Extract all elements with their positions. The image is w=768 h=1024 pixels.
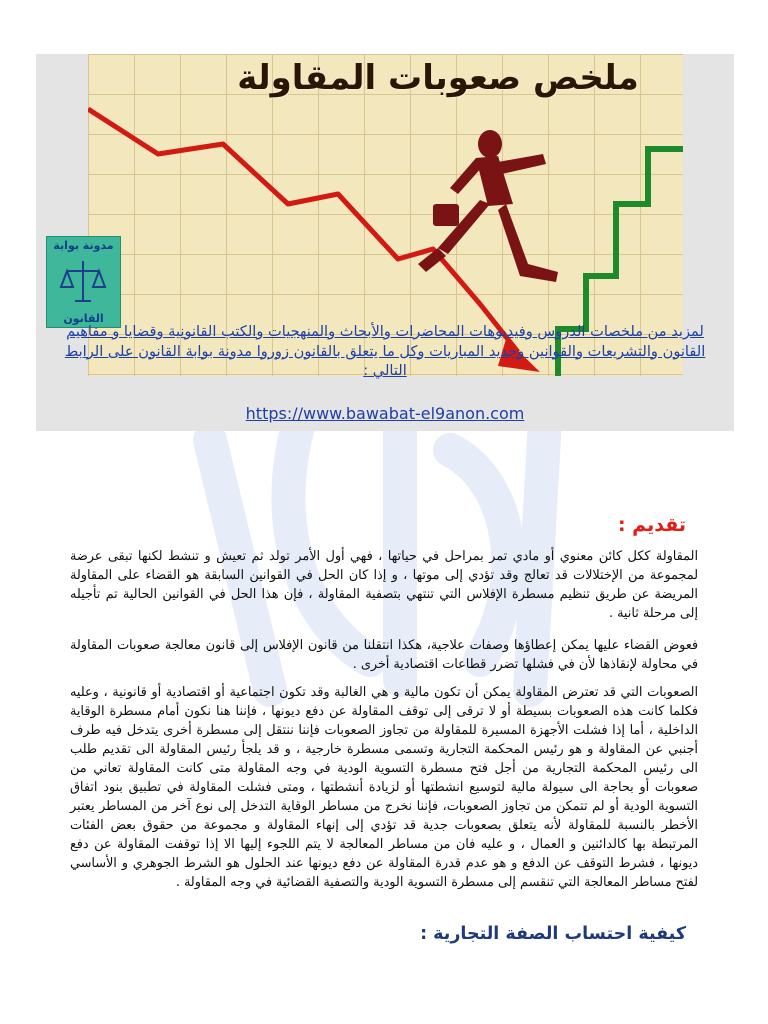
running-businessman-icon <box>418 130 558 282</box>
paragraph-3: الصعوبات التي قد تعترض المقاولة يمكن أن تكون مالية و هي الغالبة وقد تكون اجتماعية أو اقتصادية أو قانونية ، وعليه فكلما كانت هذه الصعوبات بسيطة أو لا ترقى إلى توقف المقاولة عن دفع ديونها ، فإننا هنا نكون أمام مسطرة الوقاية الداخلية ، أما إذا فشلت الأجهزة المسيرة للمقاولة من تجاوز الصعوبات فإننا ننتقل إلى مسطرة أخرى يتدخل فيه طرف أجنبي عن المقاولة و هو رئيس المحكمة التجارية وتسمى مسطرة خارجية ، و قد يلجأ رئيس المقاولة الى تقديم طلب الى رئيس المحكمة التجارية من أجل فتح مسطرة التسوية الودية في وجه المقاولة متى كانت المقاولة تعاني من صعوبات أو بحاجة الى سيولة مالية لتوسيع انشطتها أو لزيادة أنشطتها ، ومتى فشلت المقاولة في تطبيق بنود اتفاق التسوية الودية أو لم تتمكن من تجاوز الصعوبات، فإننا نخرج من مساطر الوقاية التدخل إلى نوع آخر من المساطر يعتبر الأخطر بالنسبة للمقاولة لأنه يتعلق بصعوبات جدية قد تؤدي إلى إنهاء المقاولة و مجموعة من حقوق بعض الفئات المرتبطة بها كالدائنين و العمال ، و عليه فان من مساطر المعالجة لا يتم اللجوء إليها الا إذا توقفت المقاولة عن دفع ديونها ، فشرط التوقف عن الدفع و هو عدم قدرة المقاولة عن دفع ديونها عند الحلول هو الشرط الجوهري و الأساسي لفتح مساطر المعالجة التي تنقسم إلى مسطرة التسوية الودية والتصفية القضائية في وجه المقاولة . <box>70 685 698 890</box>
hero-title: ملخص صعوبات المقاولة <box>237 58 639 98</box>
logo-text-bottom: القانون <box>63 312 104 325</box>
logo-text-top: مدونة بوابة <box>53 239 114 252</box>
website-link[interactable]: https://www.bawabat-el9anon.com <box>245 404 525 423</box>
paragraph-1: المقاولة ككل كائن معنوي أو مادي تمر بمراحل في حياتها ، فهي أول الأمر تولد ثم تعيش و تنشط لكنها تبقى عرضة لمجموعة من الإختلالات قد تعالج وقد تؤدي إلى موتها ، و إذا كان الحل في القوانين السابقة هو القضاء على المقاولة المريضة عن طريق تنظيم مسطرة الإفلاس التي تنتهي بتصفية المقاولة ، فإن هذا الحل في القوانين الحالية تم تأجيله إلى مرحلة ثانية . <box>70 549 698 621</box>
paragraph-2: فعوض القضاء عليها يمكن إعطاؤها وصفات علاجية، هكذا انتقلنا من قانون الإفلاس إلى قانون معالجة صعوبات المقاولة في محاولة لإنقاذها لأن في فشلها تضرر قطاعات اقتصادية أخرى . <box>70 638 698 672</box>
header-banner <box>36 54 734 431</box>
section-heading-commercial-status: كيفية احتساب الصفة التجارية : <box>420 924 686 944</box>
blog-logo <box>46 236 121 328</box>
intro-heading: تقديم : <box>617 514 686 536</box>
promo-link-text[interactable]: لمزيد من ملخصات الدروس وفيديوهات المحاضرات والأبحاث والمنهجيات والكتب القانونية وقضايا و مفاهيم القانون والتشريعات والقوانين وجديد المباريات وكل ما يتعلق بالقانون زوروا مدونة بوابة القانون على الرابط التالي : <box>64 323 706 379</box>
